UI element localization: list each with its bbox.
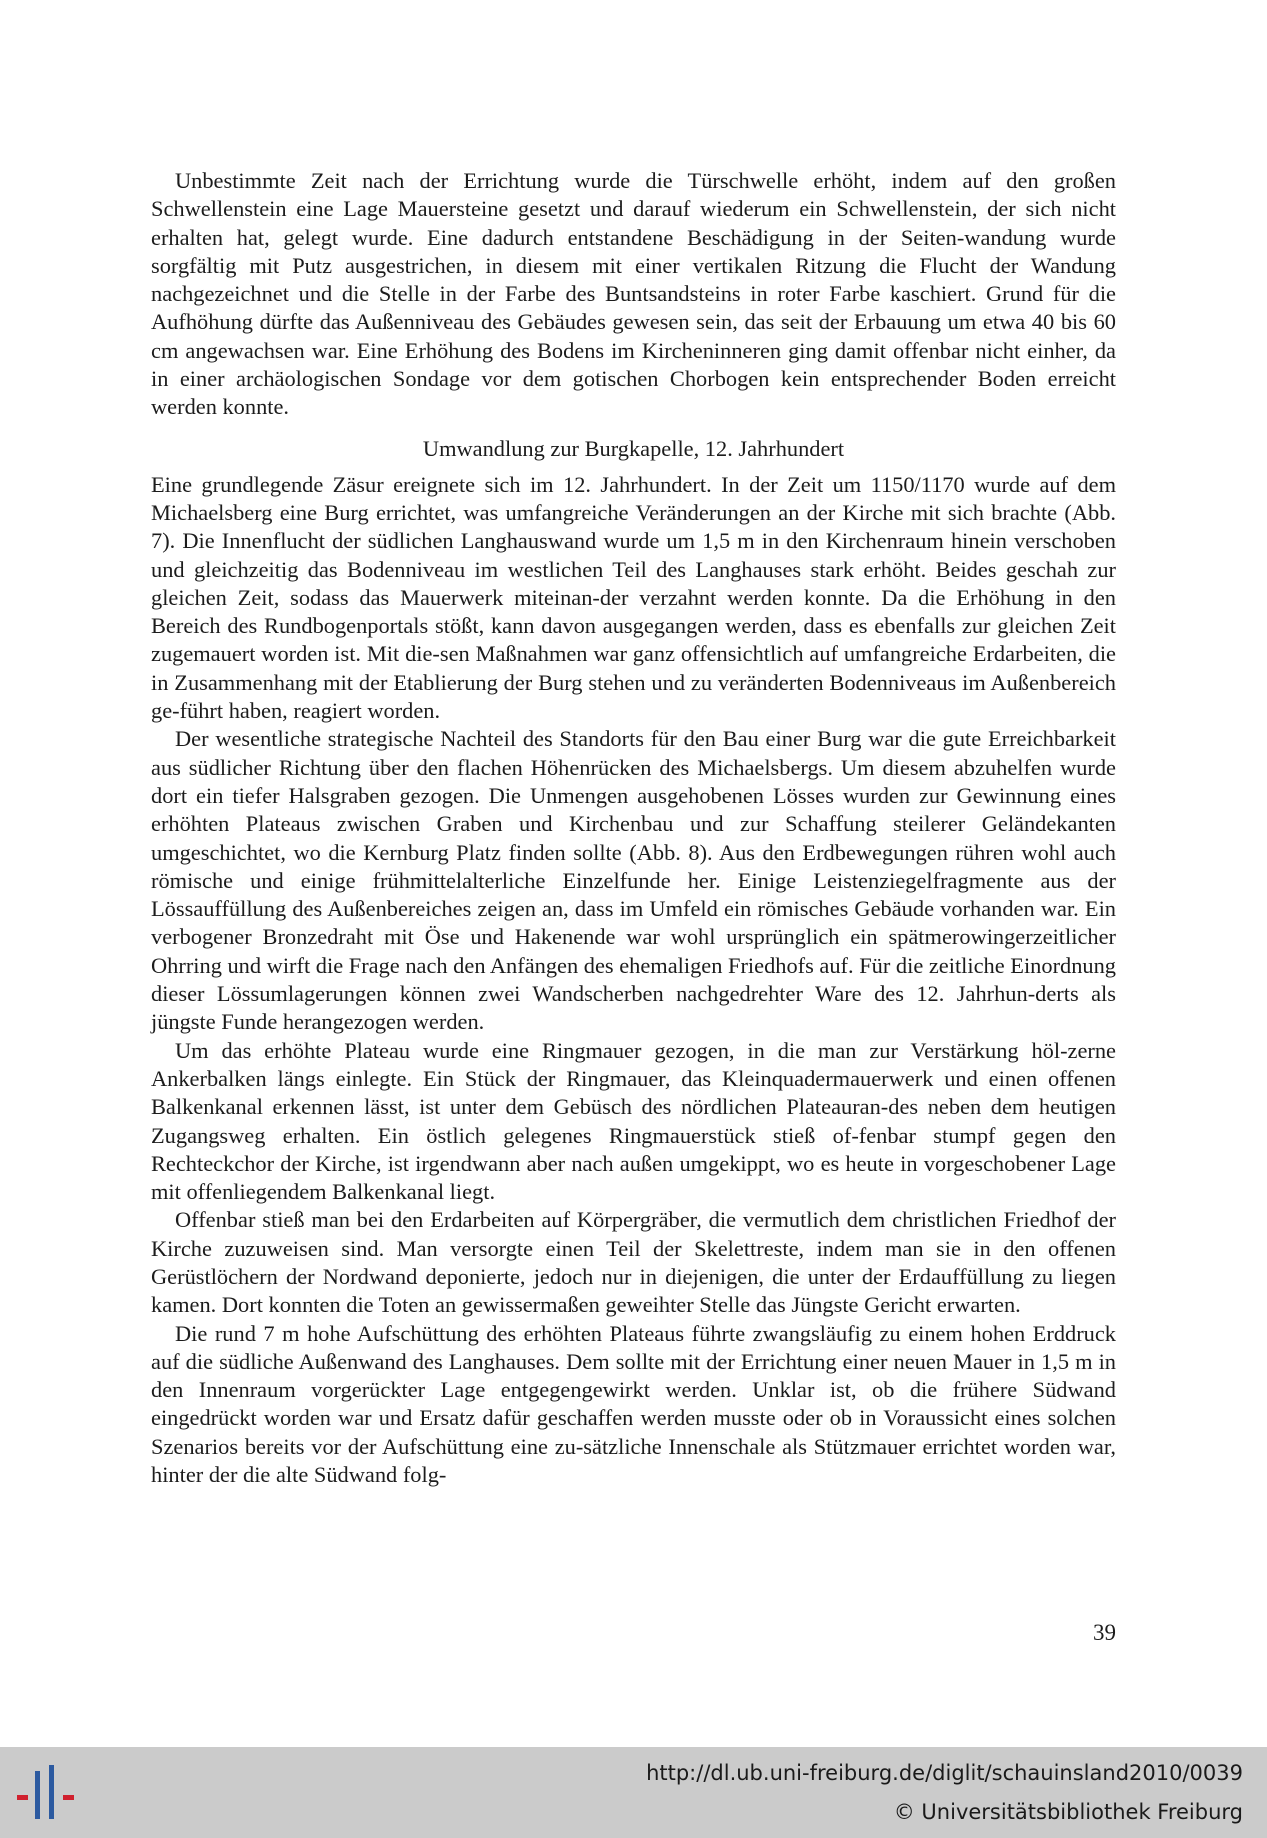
paragraph-4: Offenbar stieß man bei den Erdarbeiten auf Körpergräber, die vermutlich dem christlichen Friedhof der Kirche zuzuweisen sind. Man versorgte einen Teil der Skelettreste, indem man sie in den offenen Gerüstlöchern der Nordwand deponierte, jedoch nur in diejenigen, die unter der Erdauffüllung zu liegen kamen. Dort konnten die Toten an gewissermaßen geweihter Stelle das Jüngste Gericht erwarten. <box>151 1207 1116 1318</box>
paragraph-3: Um das erhöhte Plateau wurde eine Ringmauer gezogen, in die man zur Verstärkung höl-zerne Ankerbalken längs einlegte. Ein Stück der Ringmauer, das Kleinquadermauerwerk und einen offenen Balkenkanal erkennen lässt, ist unter dem Gebüsch des nördlichen Plateauran-des neben dem heutigen Zugangsweg erhalten. Ein östlich gelegenes Ringmauerstück stieß of-fenbar stumpf gegen den Rechteckchor der Kirche, ist irgendwann aber nach außen umgekippt, wo es heute in vorgeschobener Lage mit offenliegendem Balkenkanal liegt. <box>151 1037 1116 1205</box>
source-url-link[interactable]: http://dl.ub.uni-freiburg.de/diglit/schauinsland2010/0039 <box>646 1761 1243 1785</box>
paragraph-2: Der wesentliche strategische Nachteil des Standorts für den Bau einer Burg war die gute Erreichbarkeit aus südlicher Richtung über den flachen Höhenrücken des Michaelsbergs. Um diesem abzuhelfen wurde dort ein tiefer Halsgraben gezogen. Die Unmengen ausgehobenen Lösses wurden zur Gewinnung eines erhöhten Plateaus zwischen Graben und Kirchenbau und zur Schaffung steilerer Geländekanten umgeschichtet, wo die Kernburg Platz finden sollte (Abb. 8). Aus den Erdbewegungen rühren wohl auch römische und einige frühmittelalterliche Einzelfunde her. Einige Leistenziegelfragmente aus der Lössauffüllung des Außenbereiches zeigen an, dass im Umfeld ein römisches Gebäude vorhanden war. Ein verbogener Bronzedraht mit Öse und Hakenende war wohl ursprünglich ein spätmerowingerzeitlicher Ohrring und wirft die Frage nach den Anfängen des ehemaligen Friedhofs auf. Für die zeitliche Einordnung dieser Lössumlagerungen können zwei Wandscherben nachgedrehter Ware des 12. Jahrhun-derts als jüngste Funde herangezogen werden. <box>151 726 1117 1035</box>
library-logo-icon <box>16 1761 78 1823</box>
copyright-notice: © Universitätsbibliothek Freiburg <box>893 1800 1243 1824</box>
page-body <box>151 167 1116 1489</box>
paragraph-5: Die rund 7 m hohe Aufschüttung des erhöhten Plateaus führte zwangsläufig zu einem hohen Erddruck auf die südliche Außenwand des Langhauses. Dem sollte mit der Errichtung einer neuen Mauer in 1,5 m in den Innenraum vorgerückter Lage entgegengewirkt werden. Unklar ist, ob die frühere Südwand eingedrückt worden war und Ersatz dafür geschaffen werden musste oder ob in Voraussicht eines solchen Szenarios bereits vor der Aufschüttung eine zu-sätzliche Innenschale als Stützmauer errichtet worden war, hinter der die alte Südwand folg- <box>151 1320 1116 1488</box>
footer-bar <box>0 1747 1267 1838</box>
paragraph-1: Eine grundlegende Zäsur ereignete sich im 12. Jahrhundert. In der Zeit um 1150/1170 wurde auf dem Michaelsberg eine Burg errichtet, was umfangreiche Veränderungen an der Kirche mit sich brachte (Abb. 7). Die Innenflucht der südlichen Langhauswand wurde um 1,5 m in den Kirchenraum hinein verschoben und gleichzeitig das Bodenniveau im westlichen Teil des Langhauses stark erhöht. Beides geschah zur gleichen Zeit, sodass das Mauerwerk miteinan-der verzahnt werden konnte. Da die Erhöhung in den Bereich des Rundbogenportals stößt, kann davon ausgegangen werden, dass es ebenfalls zur gleichen Zeit zugemauert worden ist. Mit die-sen Maßnahmen war ganz offensichtlich auf umfangreiche Erdarbeiten, die in Zusammenhang mit der Etablierung der Burg stehen und zu veränderten Bodenniveaus im Außenbereich ge-führt haben, reagiert worden. <box>151 471 1116 724</box>
paragraph-intro: Unbestimmte Zeit nach der Errichtung wurde die Türschwelle erhöht, indem auf den großen Schwellenstein eine Lage Mauersteine gesetzt und darauf wiederum ein Schwellenstein, der sich nicht erhalten hat, gelegt wurde. Eine dadurch entstandene Beschädigung in der Seiten-wandung wurde sorgfältig mit Putz ausgestrichen, in diesem mit einer vertikalen Ritzung die Flucht der Wandung nachgezeichnet und die Stelle in der Farbe des Buntsandsteins in roter Farbe kaschiert. Grund für die Aufhöhung dürfte das Außenniveau des Gebäudes gewesen sein, das seit der Erbauung um etwa 40 bis 60 cm angewachsen war. Eine Erhöhung des Bodens im Kircheninneren ging damit offenbar nicht einher, da in einer archäologischen Sondage vor dem gotischen Chorbogen kein entsprechender Boden erreicht werden konnte. <box>151 168 1116 420</box>
page-number: 39 <box>1093 1620 1116 1645</box>
section-heading: Umwandlung zur Burgkapelle, 12. Jahrhundert <box>422 435 845 461</box>
